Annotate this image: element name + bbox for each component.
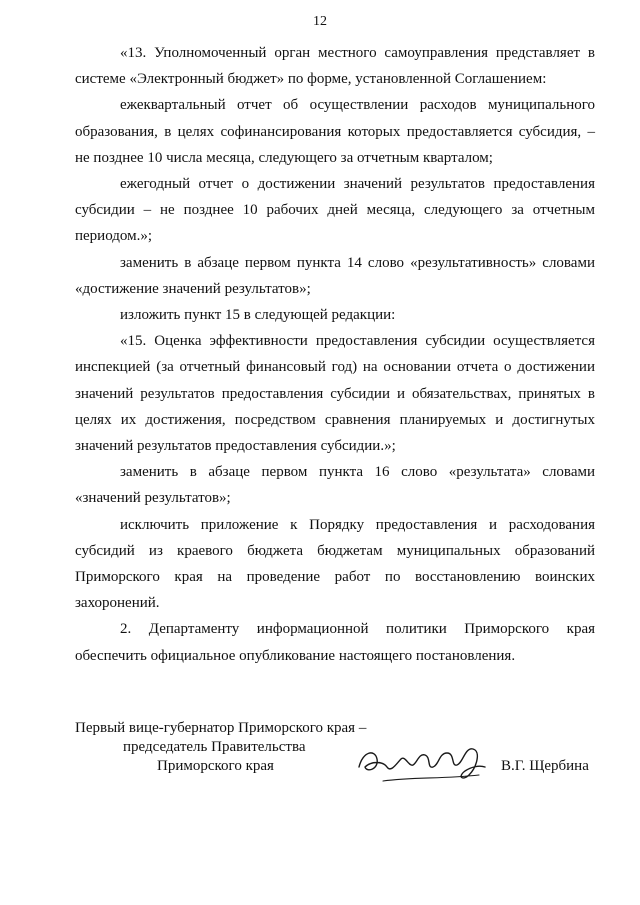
paragraph: 2. Департаменту информационной политики Приморского края обеспечить официальное опубликование настоящего постановления.	[75, 621, 595, 664]
paragraph: «13. Уполномоченный орган местного самоуправления представляет в системе «Электронный бюджет» по форме, установленной Соглашением:	[75, 45, 595, 88]
paragraph: заменить в абзаце первом пункта 14 слово «результативность» словами «достижение значений результатов»;	[75, 254, 595, 297]
signatory-name: В.Г. Щербина	[501, 758, 589, 774]
paragraph: ежегодный отчет о достижении значений результатов предоставления субсидии – не позднее 10 рабочих дней месяца, следующего за отчетным периодом.»;	[75, 176, 595, 245]
paragraph: исключить приложение к Порядку предоставления и расходования субсидий из краевого бюджета бюджетам муниципальных образований Приморского края на проведение работ по восстановлению воинских захоронений.	[75, 516, 595, 612]
paragraph: «15. Оценка эффективности предоставления субсидии осуществляется инспекцией (за отчетный финансовый год) на основании отчета о достижении значений результатов предоставления субсидии и обязательствах, принятых в целях их достижения, посредством сравнения планируемых и достигнутых значений результатов предоставления субсидии.»;	[75, 333, 595, 455]
signatory-position-line: Приморского края	[157, 758, 274, 774]
signatory-position-line: Первый вице-губернатор Приморского края –	[75, 720, 367, 736]
signature-block	[75, 719, 595, 789]
handwritten-signature	[353, 737, 493, 789]
paragraph: заменить в абзаце первом пункта 16 слово «результата» словами «значений результатов»;	[75, 464, 595, 507]
page-number: 12	[313, 14, 327, 29]
signatory-position-line: председатель Правительства	[123, 739, 306, 755]
document-body	[75, 40, 595, 669]
paragraph: изложить пункт 15 в следующей редакции:	[120, 307, 396, 324]
paragraph: ежеквартальный отчет об осуществлении расходов муниципального образования, в целях софинансирования которых предоставляется субсидия, – не позднее 10 числа месяца, следующего за отчетным кварталом;	[75, 97, 595, 166]
